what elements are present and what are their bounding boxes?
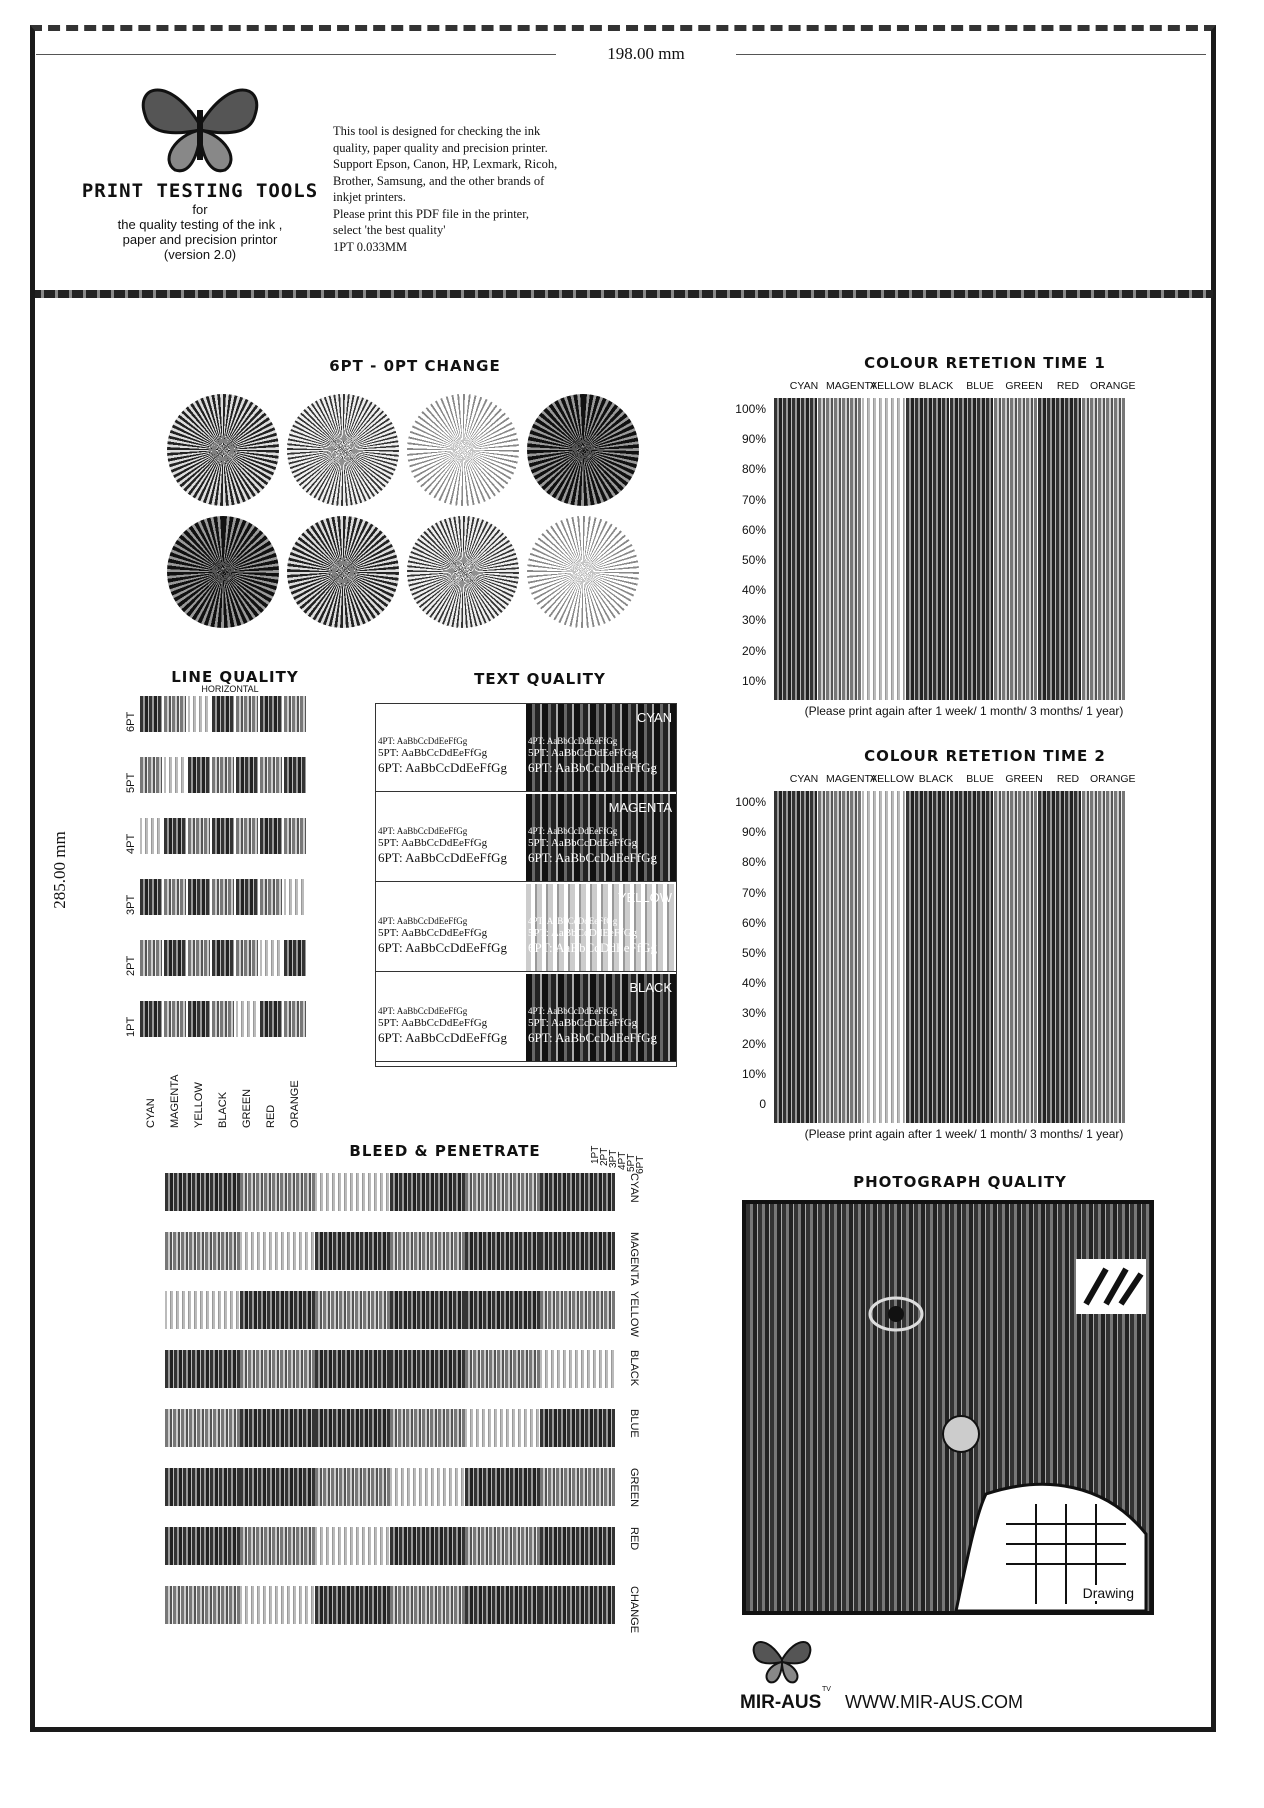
- line-quality-swatch: [164, 940, 186, 976]
- bleed-swatch: [390, 1232, 465, 1270]
- line-quality-swatch: [140, 757, 162, 793]
- retention-swatch: [862, 791, 905, 1123]
- line-quality-swatch: [284, 757, 306, 793]
- text-quality-block-label: MAGENTA: [608, 800, 672, 815]
- retention-tick: 100%: [735, 795, 766, 809]
- retention-swatch: [906, 791, 949, 1123]
- text-quality-line: 6PT: AaBbCcDdEeFfGg: [528, 1030, 657, 1045]
- text-quality-line: 6PT: AaBbCcDdEeFfGg: [378, 1030, 507, 1045]
- bleed-pt-label: 4PT: [617, 1151, 628, 1170]
- text-quality-swatch: [526, 794, 676, 882]
- bleed-swatch: [315, 1468, 390, 1506]
- width-dimension: [36, 40, 1206, 62]
- bleed-swatch: [390, 1291, 465, 1329]
- retention-swatch: [994, 398, 1037, 700]
- line-quality-swatch: [236, 818, 258, 854]
- line-quality-swatch: [140, 818, 162, 854]
- retention-col-label: GREEN: [1005, 773, 1043, 785]
- logo-sub-line: (version 2.0): [163, 247, 237, 262]
- bleed-swatch: [540, 1173, 615, 1211]
- bleed-pt-label: 1PT: [590, 1145, 601, 1164]
- line-quality-swatch: [188, 879, 210, 915]
- bleed-swatch: [315, 1409, 390, 1447]
- bleed-swatch: [240, 1291, 315, 1329]
- retention-tick: 80%: [741, 855, 766, 870]
- footer-tm: TV: [822, 1686, 831, 1693]
- retention2-title: COLOUR RETETION TIME 2: [864, 747, 1106, 765]
- line-quality-row-label: 3PT: [125, 894, 137, 915]
- retention-tick: 30%: [741, 613, 766, 628]
- bleed-swatch: [465, 1586, 540, 1624]
- retention-swatch: [950, 398, 993, 700]
- retention-col-label: YELLOW: [870, 380, 914, 392]
- retention-swatch: [1038, 398, 1081, 700]
- retention-tick: 50%: [741, 946, 766, 960]
- line-quality-swatch: [284, 1001, 306, 1037]
- logo-sub-line: the quality testing of the ink ,: [117, 217, 283, 232]
- text-quality-line: 6PT: AaBbCcDdEeFfGg: [528, 760, 657, 775]
- text-quality-line: 5PT: AaBbCcDdEeFfGg: [378, 747, 488, 759]
- line-quality-swatch: [284, 879, 306, 915]
- retention-col-label: MAGENTA: [826, 380, 878, 392]
- line-quality-swatch: [164, 757, 186, 793]
- text-quality-line: 4PT: AaBbCcDdEeFfGg: [528, 736, 618, 746]
- bleed-row-label: MAGENTA: [628, 1232, 640, 1286]
- line-quality-swatch: [236, 879, 258, 915]
- text-quality-line: 5PT: AaBbCcDdEeFfGg: [528, 1017, 638, 1029]
- text-quality-line: 4PT: AaBbCcDdEeFfGg: [528, 826, 618, 836]
- line-quality-swatch: [164, 1001, 186, 1037]
- retention-swatch: [906, 398, 949, 700]
- line-quality-col-label: ORANGE: [289, 1080, 301, 1128]
- line-quality-swatch: [236, 1001, 258, 1037]
- retention-tick: 20%: [741, 1036, 766, 1051]
- bleed-swatch: [165, 1586, 240, 1624]
- retention-col-label: CYAN: [789, 380, 819, 392]
- logo-sub-line: paper and precision printor: [122, 232, 278, 247]
- line-quality-grid: [115, 696, 335, 1128]
- text-quality-sample: [376, 704, 526, 792]
- photo-caption: Drawing: [1082, 1585, 1134, 1601]
- retention-tick: 40%: [741, 976, 766, 991]
- text-quality-line: 5PT: AaBbCcDdEeFfGg: [378, 927, 488, 939]
- logo-subtitle: [90, 202, 310, 262]
- retention-tick: 60%: [741, 522, 766, 537]
- text-quality-sample: [376, 794, 526, 882]
- bleed-row-label: BLUE: [628, 1409, 640, 1438]
- line-quality-swatch: [284, 696, 306, 732]
- photograph-sample: [742, 1200, 1154, 1615]
- bleed-swatch: [390, 1173, 465, 1211]
- text-quality-sample: [376, 884, 526, 972]
- retention-tick: 40%: [741, 583, 766, 598]
- bleed-swatch: [315, 1350, 390, 1388]
- text-quality-line: 4PT: AaBbCcDdEeFfGg: [378, 826, 468, 836]
- retention-swatch: [1038, 791, 1081, 1123]
- text-quality-sample: [376, 974, 526, 1062]
- text-quality-line: 5PT: AaBbCcDdEeFfGg: [528, 747, 638, 759]
- line-quality-swatch: [260, 818, 282, 854]
- bleed-swatch: [165, 1291, 240, 1329]
- footer-url: WWW.MIR-AUS.COM: [845, 1692, 1023, 1712]
- line-quality-swatch: [260, 879, 282, 915]
- bleed-swatch: [465, 1291, 540, 1329]
- line-quality-swatch: [236, 940, 258, 976]
- line-quality-swatch: [236, 696, 258, 732]
- retention-tick: 30%: [741, 1006, 766, 1021]
- retention-swatch: [1082, 398, 1125, 700]
- bleed-swatch: [465, 1527, 540, 1565]
- retention1-chart: [730, 380, 1155, 718]
- text-quality-block-label: BLACK: [629, 980, 672, 995]
- bleed-swatch: [465, 1350, 540, 1388]
- line-quality-swatch: [212, 818, 234, 854]
- bleed-swatch: [165, 1173, 240, 1211]
- bleed-pt-label: 5PT: [626, 1153, 637, 1172]
- bleed-swatch: [390, 1468, 465, 1506]
- line-quality-row-label: 1PT: [125, 1016, 137, 1037]
- line-quality-swatch: [284, 940, 306, 976]
- bleed-swatch: [465, 1409, 540, 1447]
- line-quality-subtitle: HORIZONTAL: [201, 684, 259, 694]
- retention-swatch: [818, 791, 861, 1123]
- pt-pattern-circle: [167, 516, 279, 628]
- bleed-row-label: CYAN: [628, 1173, 640, 1203]
- pt-pattern-circle: [407, 394, 519, 506]
- line-quality-swatch: [212, 879, 234, 915]
- line-quality-title: LINE QUALITY: [171, 668, 299, 686]
- text-quality-line: 6PT: AaBbCcDdEeFfGg: [378, 850, 507, 865]
- text-quality-line: 5PT: AaBbCcDdEeFfGg: [528, 837, 638, 849]
- dimension-line-right: [736, 54, 1206, 55]
- text-quality-line: 5PT: AaBbCcDdEeFfGg: [528, 927, 638, 939]
- bleed-swatch: [240, 1173, 315, 1211]
- text-quality-line: 4PT: AaBbCcDdEeFfGg: [378, 1006, 468, 1016]
- text-quality-grid: [375, 703, 677, 1067]
- retention-tick: 20%: [741, 643, 766, 658]
- line-quality-swatch: [188, 940, 210, 976]
- line-quality-swatch: [212, 757, 234, 793]
- logo-sub-line: for: [192, 202, 208, 217]
- retention-swatch: [950, 791, 993, 1123]
- retention-col-label: MAGENTA: [826, 773, 878, 785]
- bleed-row-label: BLACK: [628, 1350, 640, 1387]
- line-quality-swatch: [188, 696, 210, 732]
- photo-drawing-icon: [746, 1204, 1150, 1611]
- line-quality-col-label: YELLOW: [193, 1082, 205, 1128]
- bleed-swatch: [390, 1350, 465, 1388]
- line-quality-col-label: CYAN: [145, 1098, 157, 1128]
- bleed-pt-label: 6PT: [635, 1155, 646, 1174]
- bleed-row-label: RED: [628, 1527, 640, 1551]
- text-quality-line: 6PT: AaBbCcDdEeFfGg: [528, 850, 657, 865]
- bleed-pt-label: 2PT: [599, 1147, 610, 1166]
- bleed-swatch: [165, 1527, 240, 1565]
- photo-title: PHOTOGRAPH QUALITY: [853, 1173, 1067, 1191]
- text-quality-line: 6PT: AaBbCcDdEeFfGg: [528, 940, 657, 955]
- text-quality-title: TEXT QUALITY: [474, 670, 606, 688]
- logo-title: PRINT TESTING TOOLS: [81, 180, 319, 202]
- intro-text: [333, 123, 593, 255]
- text-quality-swatch: [526, 974, 676, 1062]
- bleed-swatch: [165, 1232, 240, 1270]
- line-quality-swatch: [188, 1001, 210, 1037]
- line-quality-swatch: [284, 818, 306, 854]
- line-quality-swatch: [188, 757, 210, 793]
- text-quality-line: 4PT: AaBbCcDdEeFfGg: [528, 1006, 618, 1016]
- line-quality-swatch: [212, 1001, 234, 1037]
- retention-tick: 10%: [741, 673, 766, 688]
- line-quality-swatch: [260, 757, 282, 793]
- line-quality-swatch: [236, 757, 258, 793]
- intro-line: This tool is designed for checking the ink: [333, 124, 541, 138]
- retention-tick: 70%: [741, 492, 766, 507]
- line-quality-swatch: [188, 818, 210, 854]
- intro-line: 1PT 0.033MM: [333, 239, 408, 254]
- bleed-swatch: [315, 1173, 390, 1211]
- line-quality-row-label: 4PT: [125, 833, 137, 854]
- header-divider: [35, 290, 1213, 298]
- retention-note: (Please print again after 1 week/ 1 month/ 3 months/ 1 year): [804, 704, 1124, 718]
- bleed-swatch: [540, 1291, 615, 1329]
- bleed-swatch: [465, 1468, 540, 1506]
- retention-col-label: BLUE: [966, 773, 994, 785]
- line-quality-swatch: [260, 940, 282, 976]
- retention-tick: 70%: [741, 885, 766, 900]
- bleed-pt-labels: [575, 1140, 646, 1174]
- pt-pattern-circle: [407, 516, 519, 628]
- line-quality-swatch: [140, 879, 162, 915]
- retention-col-label: ORANGE: [1090, 773, 1136, 785]
- text-quality-line: 4PT: AaBbCcDdEeFfGg: [378, 916, 468, 926]
- bleed-swatch: [540, 1468, 615, 1506]
- line-quality-swatch: [260, 696, 282, 732]
- retention-tick: 90%: [741, 825, 766, 840]
- retention-swatch: [862, 398, 905, 700]
- pt-pattern-circle: [527, 394, 639, 506]
- width-label: 198.00 mm: [607, 44, 685, 63]
- footer-brand: MIR-AUS: [740, 1692, 822, 1713]
- retention-col-label: RED: [1056, 380, 1080, 392]
- retention-col-label: YELLOW: [870, 773, 914, 785]
- retention-tick: 100%: [735, 402, 766, 416]
- bleed-swatch: [240, 1350, 315, 1388]
- retention-tick: 10%: [741, 1066, 766, 1081]
- retention-col-label: BLACK: [918, 380, 954, 392]
- text-quality-swatch: [526, 704, 676, 792]
- pt-pattern-circle: [287, 394, 399, 506]
- retention-swatch: [994, 791, 1037, 1123]
- line-quality-row-label: 5PT: [125, 772, 137, 793]
- bleed-pt-label: 3PT: [608, 1149, 619, 1168]
- line-quality-swatch: [140, 696, 162, 732]
- retention1-title: COLOUR RETETION TIME 1: [864, 354, 1106, 372]
- bleed-swatch: [165, 1350, 240, 1388]
- pt-pattern-circle: [527, 516, 639, 628]
- retention-tick: 50%: [741, 553, 766, 567]
- bleed-swatch: [540, 1586, 615, 1624]
- line-quality-swatch: [260, 1001, 282, 1037]
- text-quality-block-label: YELLOW: [617, 890, 672, 905]
- bleed-swatch: [540, 1232, 615, 1270]
- bleed-row-label: CHANGE: [628, 1586, 640, 1634]
- intro-line: Support Epson, Canon, HP, Lexmark, Ricoh,: [333, 157, 558, 171]
- line-quality-swatch: [140, 1001, 162, 1037]
- retention-col-label: CYAN: [789, 773, 819, 785]
- bleed-swatch: [315, 1232, 390, 1270]
- intro-line: select 'the best quality': [333, 223, 446, 237]
- retention-col-label: ORANGE: [1090, 380, 1136, 392]
- retention-swatch: [818, 398, 861, 700]
- height-dimension: [40, 800, 80, 960]
- retention-tick: 90%: [741, 432, 766, 447]
- line-quality-col-label: GREEN: [241, 1088, 253, 1128]
- intro-line: Please print this PDF file in the printer,: [333, 206, 530, 221]
- retention-swatch: [1082, 791, 1125, 1123]
- line-quality-swatch: [164, 696, 186, 732]
- butterfly-footer-icon: [747, 1632, 817, 1687]
- bleed-swatch: [465, 1232, 540, 1270]
- bleed-swatch: [390, 1527, 465, 1565]
- text-quality-line: 5PT: AaBbCcDdEeFfGg: [378, 1017, 488, 1029]
- height-label: 285.00 mm: [50, 831, 69, 909]
- pt-pattern-circle: [287, 516, 399, 628]
- retention-col-label: BLUE: [966, 380, 994, 392]
- bleed-swatch: [165, 1409, 240, 1447]
- bleed-swatch: [390, 1586, 465, 1624]
- retention-col-label: BLACK: [918, 773, 954, 785]
- bleed-swatch: [240, 1586, 315, 1624]
- bleed-swatch: [390, 1409, 465, 1447]
- bleed-swatch: [315, 1586, 390, 1624]
- retention-tick: 0: [759, 1097, 766, 1111]
- bleed-swatch: [240, 1468, 315, 1506]
- text-quality-swatch: [526, 884, 676, 972]
- bleed-swatch: [465, 1173, 540, 1211]
- line-quality-swatch: [140, 940, 162, 976]
- text-quality-line: 4PT: AaBbCcDdEeFfGg: [378, 736, 468, 746]
- bleed-swatch: [240, 1232, 315, 1270]
- text-quality-block-label: CYAN: [636, 710, 672, 725]
- text-quality-line: 5PT: AaBbCcDdEeFfGg: [378, 837, 488, 849]
- bleed-swatch: [315, 1291, 390, 1329]
- line-quality-swatch: [164, 818, 186, 854]
- intro-line: quality, paper quality and precision printer.: [333, 140, 548, 155]
- line-quality-col-label: BLACK: [217, 1091, 229, 1128]
- bleed-swatch: [240, 1409, 315, 1447]
- intro-line: inkjet printers.: [333, 190, 406, 204]
- bleed-swatch: [540, 1527, 615, 1565]
- bleed-swatch: [240, 1527, 315, 1565]
- bleed-swatch: [165, 1468, 240, 1506]
- line-quality-col-label: RED: [265, 1104, 277, 1128]
- retention-col-label: RED: [1056, 773, 1080, 785]
- line-quality-swatch: [212, 696, 234, 732]
- bleed-row-label: YELLOW: [628, 1291, 640, 1337]
- butterfly-logo-icon: [130, 75, 270, 175]
- line-quality-swatch: [212, 940, 234, 976]
- bleed-swatch: [315, 1527, 390, 1565]
- bleed-swatch: [540, 1350, 615, 1388]
- intro-line: Brother, Samsung, and the other brands of: [333, 173, 545, 188]
- retention-swatch: [774, 791, 817, 1123]
- bleed-title: BLEED & PENETRATE: [349, 1142, 541, 1160]
- retention-col-label: GREEN: [1005, 380, 1043, 392]
- retention-tick: 80%: [741, 462, 766, 477]
- bleed-swatch: [540, 1409, 615, 1447]
- retention-note: (Please print again after 1 week/ 1 month/ 3 months/ 1 year): [804, 1127, 1124, 1142]
- retention-swatch: [774, 398, 817, 700]
- text-quality-line: 6PT: AaBbCcDdEeFfGg: [378, 940, 507, 955]
- text-quality-line: 4PT: AaBbCcDdEeFfGg: [528, 916, 618, 926]
- bleed-grid: [165, 1173, 645, 1653]
- line-quality-col-label: MAGENTA: [169, 1074, 181, 1128]
- line-quality-swatch: [164, 879, 186, 915]
- dimension-line-left: [36, 54, 556, 55]
- retention-tick: 60%: [741, 915, 766, 930]
- bleed-row-label: GREEN: [628, 1468, 640, 1508]
- text-quality-line: 6PT: AaBbCcDdEeFfGg: [378, 760, 507, 775]
- pt-change-title: 6PT - 0PT CHANGE: [329, 357, 501, 375]
- line-quality-row-label: 2PT: [125, 955, 137, 976]
- retention2-chart: [730, 773, 1155, 1143]
- line-quality-row-label: 6PT: [125, 711, 137, 732]
- pt-pattern-circle: [167, 394, 279, 506]
